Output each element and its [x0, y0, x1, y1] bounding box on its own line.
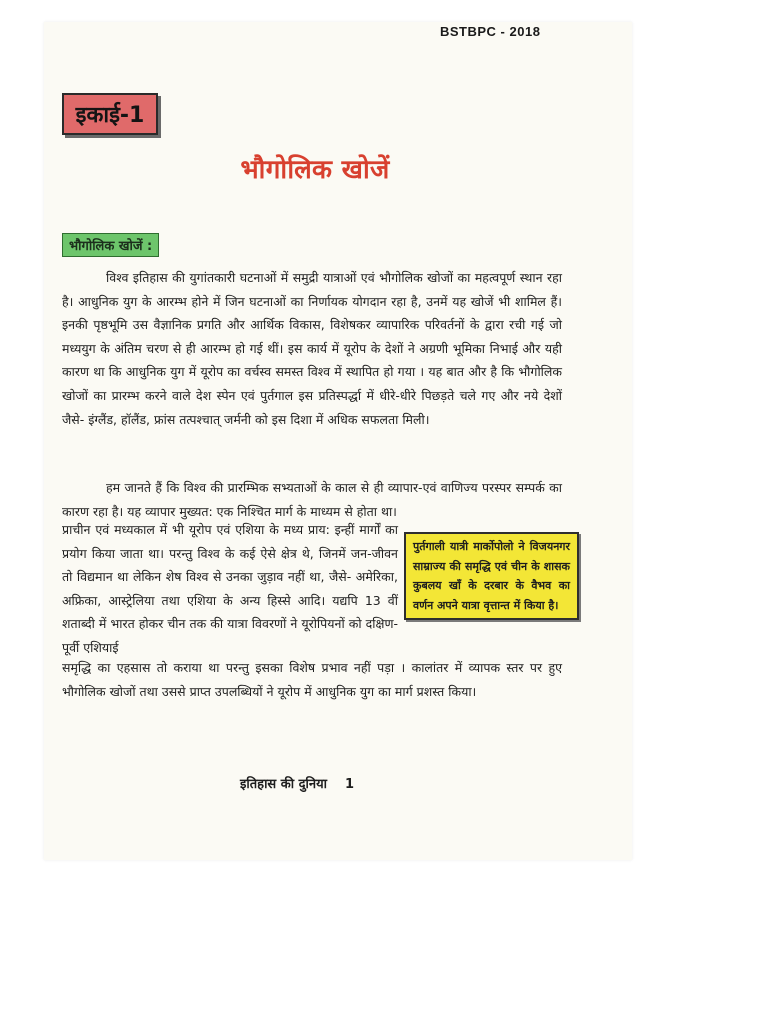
paragraph-2: हम जानते हैं कि विश्व की प्रारम्भिक सभ्यताओं के काल से ही व्यापार-एवं वाणिज्य परस्पर सम्पर्क का कारण रहा है। यह व्यापार मुख्यत: एक निश्चित मार्ग के माध्यम से होता था। — [62, 480, 562, 519]
sidebar-note-text: पुर्तगाली यात्री मार्कोपोलो ने विजयनगर साम्राज्य की समृद्धि एवं चीन के शासक कुबलय खाँ के दरबार के वैभव का वर्णन अपने यात्रा वृत्तान्त में किया है। — [413, 540, 570, 612]
chapter-title: भौगोलिक खोजें — [240, 155, 390, 185]
unit-label-box — [62, 93, 158, 135]
footer-title: इतिहास की दुनिया — [240, 777, 328, 792]
document-page — [44, 22, 632, 860]
unit-label: इकाई-1 — [75, 103, 145, 128]
document-code: BSTBPC - 2018 — [440, 24, 541, 39]
section-heading: भौगोलिक खोजें : — [62, 233, 159, 257]
sidebar-note — [404, 532, 579, 620]
paragraph-1: विश्व इतिहास की युगांतकारी घटनाओं में समुद्री यात्राओं एवं भौगोलिक खोजों का महत्वपूर्ण स्थान रहा है। आधुनिक युग के आरम्भ होने में जिन घटनाओं का निर्णायक योगदान रहा है, उनमें यह खोजें भी शामिल हैं। इनकी पृष्ठभूमि उस वैज्ञानिक प्रगति और आर्थिक विकास, विशेषकर व्यापारिक परिवर्तनों के द्वारा रची गई जो मध्ययुग के अंतिम चरण से ही आरम्भ हो गई थीं। इस कार्य में यूरोप के देशों ने अग्रणी भूमिका निभाई और यही कारण था कि आधुनिक युग में यूरोप का वर्चस्व समस्त विश्व में स्थापित हो गया । यह बात और है कि भौगोलिक खोजों का प्रारम्भ करने वाले देश स्पेन एवं पुर्तगाल इस प्रतिस्पर्द्धा में धीरे-धीरे पिछड़ते चले गए और नये देशों जैसे- इंग्लैंड, हॉलैंड, फ्रांस तत्पश्चात् जर्मनी को इस दिशा में अधिक सफलता मिली। — [62, 270, 562, 427]
paragraph-4: समृद्धि का एहसास तो कराया था परन्तु इसका विशेष प्रभाव नहीं पड़ा । कालांतर में व्यापक स्तर पर हुए भौगोलिक खोजों तथा उससे प्राप्त उपलब्धियों ने यूरोप में आधुनिक युग का मार्ग प्रशस्त किया। — [62, 660, 562, 699]
page-number: 1 — [345, 777, 355, 792]
page-footer — [240, 774, 354, 792]
paragraph-3: प्राचीन एवं मध्यकाल में भी यूरोप एवं एशिया के मध्य प्राय: इन्हीं मार्गों का प्रयोग किया जाता था। परन्तु विश्व के कई ऐसे क्षेत्र थे, जिनमें जन-जीवन तो विद्यमान था लेकिन शेष विश्व से उनका जुड़ाव नहीं था, जैसे- अमेरिका, अफ्रिका, आस्ट्रेलिया तथा एशिया के अन्य हिस्से आदि। यद्यपि 13 वीं शताब्दी में भारत होकर चीन तक की यात्रा विवरणों ने यूरोपियनों को दक्षिण-पूर्वी एशियाई — [62, 522, 398, 655]
